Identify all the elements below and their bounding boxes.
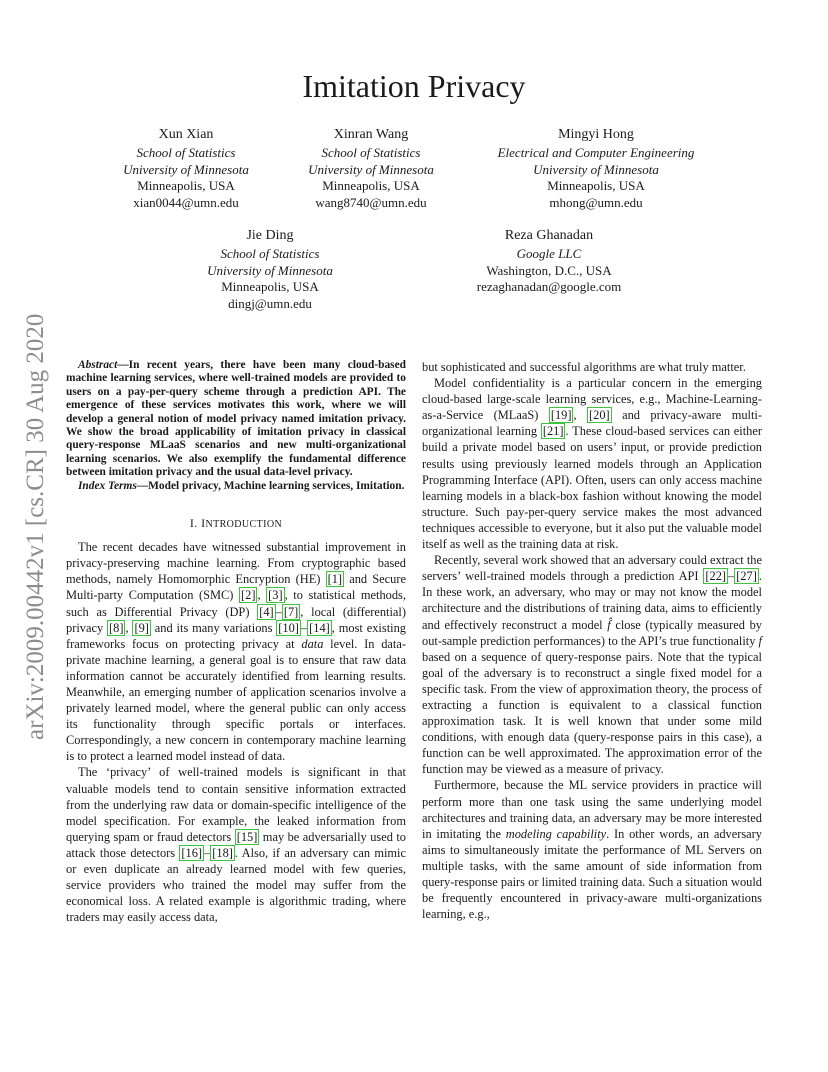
paragraph bbox=[422, 777, 762, 922]
citation-link[interactable]: [19] bbox=[550, 408, 572, 423]
left-column bbox=[66, 359, 406, 925]
author-name: Mingyi Hong bbox=[558, 127, 634, 142]
arxiv-stamp: arXiv:2009.00442v1 [cs.CR] 30 Aug 2020 bbox=[22, 313, 49, 741]
text-run: The recent decades have witnessed substantial improvement in privacy-preserving machine learning. From cryptographic based methods, namely Homomorphic Encryption (HE) bbox=[66, 540, 406, 587]
emphasis: data bbox=[301, 636, 324, 651]
abstract-text: —In recent years, there have been many cloud-based machine learning services, where well-trained models are provided to users on a pay-per-query scheme through a prediction API. The emergence of these services motivates this work, where we will develop a general notion of model privacy named imitation privacy. We show the broad applicability of imitation privacy in classical query-response MLaaS scenarios and new multi-organizational learning scenarios. We also exemplify the fundamental difference between imitation privacy and the usual data-level privacy. bbox=[66, 359, 406, 479]
citation-link[interactable]: [1] bbox=[327, 572, 343, 587]
author-block bbox=[96, 126, 276, 211]
index-terms-label: Index Terms bbox=[78, 479, 137, 492]
author-block bbox=[281, 126, 461, 211]
paragraph: but sophisticated and successful algorithms are what truly matter. bbox=[422, 360, 746, 374]
citation-link[interactable]: [9] bbox=[134, 620, 149, 635]
citation-link[interactable]: [18] bbox=[212, 845, 233, 860]
paper-title: Imitation Privacy bbox=[302, 68, 526, 104]
citation-link[interactable]: [7] bbox=[283, 604, 299, 619]
text-run: . Also, if an adversary can mimic or even duplicate an already learned model with few queries, service providers who trained the model may suffer from the economical loss. A related example is algorithmic trading, where traders may easily access data, bbox=[66, 845, 406, 925]
text-run: close (typically measured by out-sample prediction performances) to the API’s true functionality bbox=[422, 617, 763, 648]
right-column bbox=[422, 359, 762, 922]
text-run: and its many variations bbox=[150, 620, 277, 635]
author-name: Jie Ding bbox=[246, 228, 294, 243]
author-affiliation: Google LLC bbox=[516, 246, 582, 261]
author-institution: University of Minnesota bbox=[533, 161, 659, 177]
paragraph bbox=[66, 539, 406, 764]
text-run: . In other words, an adversary aims to simultaneously imitate the performance of ML Servers on multiple tasks, with the same amount of side information from query-response pairs or limited training data. Such a situation would be frequently encountered in privacy-aware multi-organizations learning, e.g., bbox=[422, 826, 763, 922]
text-run: Furthermore, because the ML service providers in practice will perform more than one task using the same underlying model architectures and training data, an adversary may be more interested in imitating the bbox=[422, 778, 762, 841]
section-title-first: I bbox=[201, 516, 206, 531]
text-run: Model confidentiality is a particular concern in the emerging cloud-based large-scale learning services, e.g., Machine-Learning-as-a-Service (MLaaS) bbox=[422, 376, 762, 423]
author-email[interactable]: wang8740@umn.edu bbox=[315, 194, 427, 210]
author-location: Minneapolis, USA bbox=[547, 178, 645, 194]
author-institution: University of Minnesota bbox=[207, 262, 333, 278]
author-location: Washington, D.C., USA bbox=[486, 262, 612, 278]
section-heading bbox=[66, 515, 406, 533]
author-email[interactable]: rezaghanadan@google.com bbox=[476, 279, 622, 295]
text-run: – bbox=[275, 604, 282, 619]
author-location: Minneapolis, USA bbox=[322, 178, 420, 194]
author-block bbox=[449, 227, 649, 296]
author-institution: University of Minnesota bbox=[308, 161, 434, 177]
author-block bbox=[180, 227, 360, 312]
author-name: Reza Ghanadan bbox=[504, 228, 594, 243]
citation-link[interactable]: [8] bbox=[109, 620, 124, 635]
text-run: , most existing frameworks focus on protecting privacy at bbox=[66, 620, 406, 651]
citation-link[interactable]: [22] bbox=[705, 569, 727, 584]
author-location: Minneapolis, USA bbox=[137, 178, 235, 194]
text-run: . These cloud-based services can either build a private model based on users’ input, or provide prediction results using previously learned models through an Application Programming Interface (API). Often, users can only access machine learning models in a black-box fashion without knowing the model structure. Such pay-per-query service makes the most advanced techniques accessible to everyone, but it also put the valuable model itself as well as the training data at risk. bbox=[422, 424, 762, 552]
citation-link[interactable]: [14] bbox=[309, 620, 330, 635]
author-affiliation: School of Statistics bbox=[321, 145, 421, 160]
citation-link[interactable]: [21] bbox=[542, 424, 564, 439]
citation-link[interactable]: [15] bbox=[236, 829, 258, 844]
text-run: may be adversarially used to attack those detectors bbox=[66, 829, 407, 860]
author-affiliation: Electrical and Computer Engineering bbox=[497, 145, 695, 160]
abstract-label: Abstract bbox=[78, 359, 118, 371]
text-run: – bbox=[204, 845, 211, 860]
text-run: , to statistical methods, such as Differential Privacy (DP) bbox=[66, 588, 406, 619]
index-terms-text: —Model privacy, Machine learning services, Imitation. bbox=[136, 479, 405, 492]
citation-link[interactable]: [2] bbox=[241, 588, 256, 603]
author-name: Xinran Wang bbox=[333, 127, 409, 142]
author-email[interactable]: dingj@umn.edu bbox=[228, 295, 312, 311]
section-title-rest: NTRODUCTION bbox=[205, 519, 283, 531]
text-run: – bbox=[728, 569, 735, 584]
math-symbol: f bbox=[758, 633, 762, 648]
citation-link[interactable]: [20] bbox=[589, 408, 610, 423]
text-run: and Secure Multi-party Computation (SMC) bbox=[66, 572, 407, 603]
author-email[interactable]: mhong@umn.edu bbox=[549, 194, 643, 210]
citation-link[interactable]: [3] bbox=[268, 588, 283, 603]
text-run: , bbox=[257, 588, 267, 603]
text-run: . In these work, an adversary, who may or may not know the model architecture and the distributions of training data, aims to efficiently and effectively reconstruct a model bbox=[422, 569, 762, 632]
text-run: , bbox=[125, 620, 133, 635]
author-affiliation: School of Statistics bbox=[220, 246, 320, 261]
text-run: – bbox=[300, 620, 308, 635]
text-run: , bbox=[573, 408, 588, 423]
math-symbol: f̂ bbox=[607, 617, 611, 632]
author-affiliation: School of Statistics bbox=[136, 145, 236, 160]
author-block bbox=[476, 126, 716, 211]
citation-link[interactable]: [4] bbox=[259, 604, 274, 619]
author-email[interactable]: xian0044@umn.edu bbox=[133, 194, 239, 210]
paragraph bbox=[66, 764, 406, 925]
abstract bbox=[66, 359, 406, 480]
emphasis: modeling capability bbox=[505, 826, 607, 841]
citation-link[interactable]: [16] bbox=[181, 845, 203, 860]
index-terms bbox=[66, 480, 406, 493]
paragraph bbox=[422, 552, 762, 777]
text-run: The ‘privacy’ of well-trained models is significant in that valuable models tend to contain sensitive information extracted from the underlying raw data or domain-specific intelligence of the model specification. For example, the leaked information from querying spam or fraud detectors bbox=[66, 765, 406, 844]
author-name: Xun Xian bbox=[158, 127, 214, 142]
citation-link[interactable]: [10] bbox=[278, 620, 299, 635]
text-run: based on a sequence of query-response pairs. Note that the typical goal of the adversary is to reconstruct a single fixed model for a specific task. From the view of approximation theory, the process of extracting a function is equivalent to a classical function approximation task. It is well known that under some mild conditions, with enough data (query-response pairs in this case), a function can be well approximated. The approximation error of the function may be viewed as a measure of privacy. bbox=[422, 649, 762, 777]
text-run: and privacy-aware multi-organizational learning bbox=[422, 408, 762, 439]
section-number: I. bbox=[189, 516, 202, 531]
text-run: Recently, several work showed that an adversary could extract the servers’ well-trained models through a prediction API bbox=[422, 553, 762, 584]
text-run: , local (differential) privacy bbox=[66, 604, 406, 635]
author-location: Minneapolis, USA bbox=[221, 279, 319, 295]
author-institution: University of Minnesota bbox=[123, 161, 249, 177]
paragraph bbox=[422, 375, 762, 552]
citation-link[interactable]: [27] bbox=[736, 569, 757, 584]
text-run: level. In data-private machine learning, a general goal is to ensure that raw data information cannot be accurately identified from learning results. Meanwhile, an emerging number of application scenarios involve a privately learned model, where the general public can only access its functionality through specific portals or interfaces. Correspondingly, a new concern in contemporary machine learning is to protect a learned model instead of data. bbox=[66, 636, 406, 764]
